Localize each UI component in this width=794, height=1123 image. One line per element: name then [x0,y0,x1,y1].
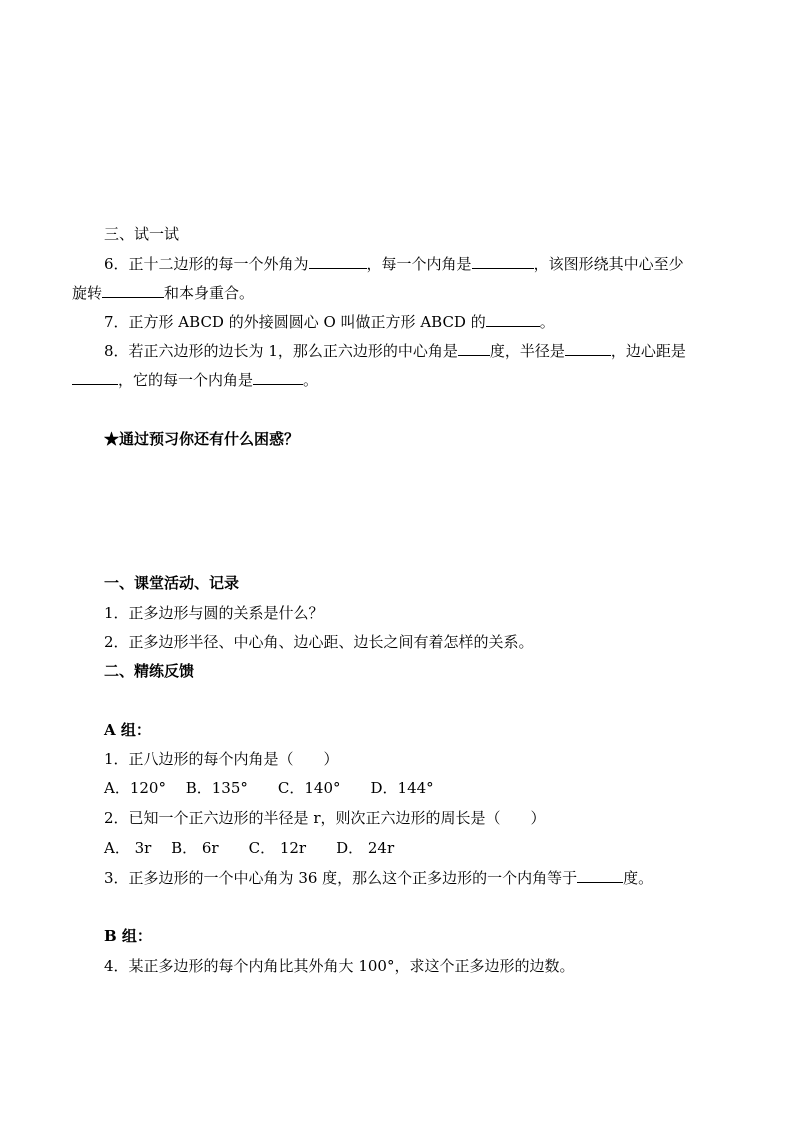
question-7 [104,312,555,332]
a3-text-a: 3．正多边形的一个中心角为 36 度，那么这个正多边形的一个内角等于 [104,869,578,887]
group-b-label: B 组： [104,927,152,945]
q6-blank-1 [309,254,367,269]
q6-text-b: ，每一个内角是 [366,255,472,273]
question-a3 [104,868,653,888]
q8-blank-1 [458,341,490,356]
question-a1-options: A．120° B．135° C．140° D．144° [104,779,434,797]
a3-blank [577,868,623,883]
q8-text-c: ，边心距是 [610,342,686,360]
feedback-title: 二、精练反馈 [104,662,195,680]
question-a1: 1．正八边形的每个内角是（ ） [104,750,339,768]
q8-blank-3 [72,370,118,385]
q6-blank-2 [472,254,534,269]
question-a2: 2．已知一个正六边形的半径是 r，则次正六边形的周长是（ ） [104,809,546,827]
q7-text-a: 7．正方形 ABCD 的外接圆圆心 O 叫做正方形 ABCD 的 [104,313,486,331]
class-item-1: 1．正多边形与圆的关系是什么？ [104,604,324,622]
q8-blank-2 [565,341,611,356]
q6-text-a: 6．正十二边形的每一个外角为 [104,255,309,273]
q7-blank [486,312,540,327]
a3-text-b: 度。 [623,869,654,887]
question-b4: 4．某正多边形的每个内角比其外角大 100°，求这个正多边形的边数。 [104,957,575,975]
question-a2-options: A． 3r B． 6r C． 12r D． 24r [104,839,395,857]
q6-text-e: 和本身重合。 [164,284,255,302]
q8-text-b: 度，半径是 [489,342,565,360]
confusion-heading: ★通过预习你还有什么困惑？ [104,430,300,448]
q8-blank-4 [253,370,303,385]
class-activity-title: 一、课堂活动、记录 [104,574,240,592]
q6-text-d: 旋转 [72,284,103,302]
question-6-cont [72,283,254,303]
question-8 [104,341,686,361]
q7-text-b: 。 [539,313,555,331]
group-a-label: A 组： [104,721,151,739]
q8-text-d: ，它的每一个内角是 [118,371,254,389]
class-item-2: 2．正多边形半径、中心角、边心距、边长之间有着怎样的关系。 [104,633,534,651]
q6-blank-3 [102,283,164,298]
section-three-title: 三、试一试 [104,225,180,243]
q8-text-e: 。 [303,371,319,389]
q8-text-a: 8．若正六边形的边长为 1，那么正六边形的中心角是 [104,342,458,360]
q6-text-c: ，该图形绕其中心至少 [533,255,684,273]
question-6 [104,254,684,274]
question-8-cont [72,370,318,390]
